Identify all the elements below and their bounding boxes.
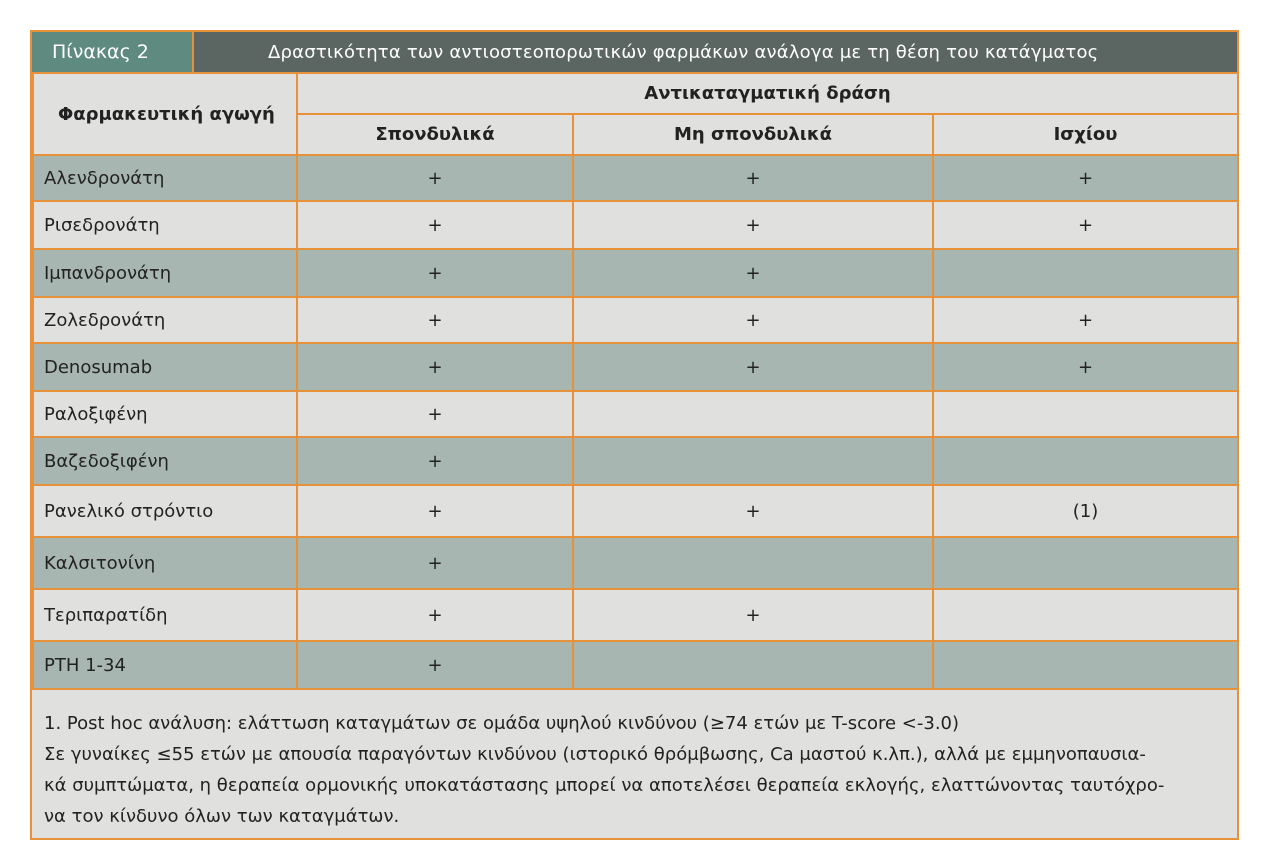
hip-cell: [933, 589, 1238, 641]
hip-cell: [933, 249, 1238, 297]
nonvertebral-cell: +: [573, 485, 933, 537]
hip-cell: +: [933, 297, 1238, 343]
table-title: Δραστικότητα των αντιοστεοπορωτικών φαρμάκων ανάλογα με τη θέση του κατάγματος: [194, 32, 1237, 72]
nonvertebral-cell: [573, 641, 933, 689]
drug-name: Ζολεδρονάτη: [33, 297, 297, 343]
drug-name: Αλενδρονάτη: [33, 155, 297, 201]
table-row: [33, 249, 1238, 297]
column-header-vertebral: Σπονδυλικά: [297, 114, 573, 155]
table-row: [33, 297, 1238, 343]
vertebral-cell: +: [297, 537, 573, 589]
nonvertebral-cell: [573, 391, 933, 437]
table-row: [33, 343, 1238, 391]
column-header-hip: Ισχίου: [933, 114, 1238, 155]
table-row: [33, 155, 1238, 201]
table-row: [33, 201, 1238, 249]
footnote-line: 1. Post hoc ανάλυση: ελάττωση καταγμάτων σε ομάδα υψηλού κινδύνου (≥74 ετών με T-score <-3.0): [44, 713, 960, 734]
vertebral-cell: +: [297, 155, 573, 201]
table-row: [33, 641, 1238, 689]
nonvertebral-cell: +: [573, 201, 933, 249]
nonvertebral-cell: +: [573, 297, 933, 343]
hip-cell: [933, 391, 1238, 437]
nonvertebral-cell: [573, 437, 933, 485]
drug-name: Καλσιτονίνη: [33, 537, 297, 589]
drug-name: Βαζεδοξιφένη: [33, 437, 297, 485]
vertebral-cell: +: [297, 201, 573, 249]
nonvertebral-cell: +: [573, 155, 933, 201]
drug-name: Ιμπανδρονάτη: [33, 249, 297, 297]
hip-cell: [933, 641, 1238, 689]
footnote-line: Σε γυναίκες ≤55 ετών με απουσία παραγόντων κινδύνου (ιστορικό θρόμβωσης, Ca μαστού κ.λπ.), αλλά με εμμηνοπαυσια-: [44, 744, 1146, 765]
vertebral-cell: +: [297, 485, 573, 537]
vertebral-cell: +: [297, 297, 573, 343]
table-frame: [30, 30, 1239, 840]
hip-cell: +: [933, 343, 1238, 391]
vertebral-cell: +: [297, 391, 573, 437]
table-row: [33, 537, 1238, 589]
vertebral-cell: +: [297, 589, 573, 641]
vertebral-cell: +: [297, 641, 573, 689]
footnote-line: κά συμπτώματα, η θεραπεία ορμονικής υποκατάστασης μπορεί να αποτελέσει θεραπεία εκλογής, ελαττώνοντας ταυτόχρο-: [44, 775, 1165, 796]
header-row-group: [33, 73, 1238, 114]
vertebral-cell: +: [297, 343, 573, 391]
hip-cell: (1): [933, 485, 1238, 537]
table-row: [33, 391, 1238, 437]
table-row: [33, 485, 1238, 537]
nonvertebral-cell: [573, 537, 933, 589]
drug-name: Ρισεδρονάτη: [33, 201, 297, 249]
nonvertebral-cell: +: [573, 249, 933, 297]
efficacy-table: [32, 72, 1239, 690]
table-footnotes: [32, 692, 1237, 838]
hip-cell: +: [933, 201, 1238, 249]
table-number-label: Πίνακας 2: [32, 32, 194, 72]
drug-name: Ρανελικό στρόντιο: [33, 485, 297, 537]
table-row: [33, 589, 1238, 641]
column-header-nonvertebral: Μη σπονδυλικά: [573, 114, 933, 155]
table-title-bar: [32, 32, 1237, 74]
drug-name: Τεριπαρατίδη: [33, 589, 297, 641]
table-row: [33, 437, 1238, 485]
drug-name: Denosumab: [33, 343, 297, 391]
drug-name: PTH 1-34: [33, 641, 297, 689]
nonvertebral-cell: +: [573, 589, 933, 641]
vertebral-cell: +: [297, 249, 573, 297]
hip-cell: +: [933, 155, 1238, 201]
column-header-drug: Φαρμακευτική αγωγή: [33, 73, 297, 155]
hip-cell: [933, 537, 1238, 589]
vertebral-cell: +: [297, 437, 573, 485]
drug-name: Ραλοξιφένη: [33, 391, 297, 437]
footnote-line: να τον κίνδυνο όλων των καταγμάτων.: [44, 806, 400, 827]
hip-cell: [933, 437, 1238, 485]
column-header-group: Αντικαταγματική δράση: [297, 73, 1238, 114]
nonvertebral-cell: +: [573, 343, 933, 391]
